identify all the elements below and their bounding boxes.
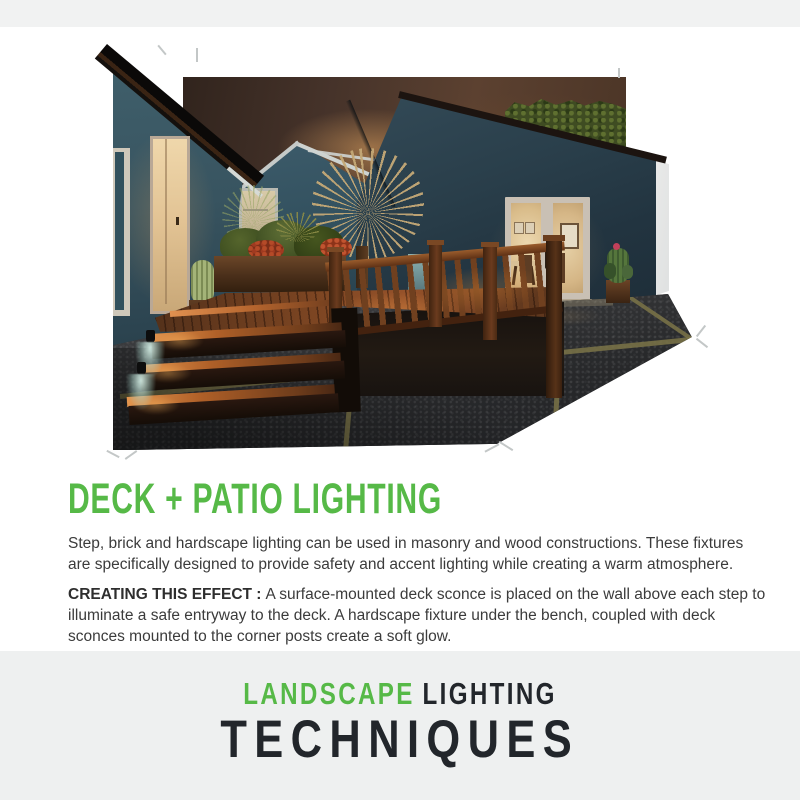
section-title-text: DECK + PATIO LIGHTING [68, 475, 442, 523]
crop-mark [125, 450, 138, 460]
footer-band [0, 651, 800, 800]
crop-mark [484, 443, 499, 452]
crop-mark [696, 338, 708, 348]
framed-picture [525, 222, 535, 234]
post-cap [543, 235, 565, 241]
top-gray-band [0, 0, 800, 27]
lit-side-door [150, 136, 190, 314]
paragraph-intro: Step, brick and hardscape lighting can be used in masonry and wood constructions. These fixtures are specifically designed to provide safety and accent lighting while creating a warm atmosphere. [68, 535, 744, 573]
brand-line-1 [0, 678, 800, 709]
brand-word-techniques: TECHNIQUES [220, 710, 580, 769]
paragraph-effect-text: A surface-mounted deck sconce is placed on the wall above each step to illuminate a safe entryway to the deck. A hardscape fixture under the bench, coupled with deck sconces mounted to the corner posts create a soft glow. [68, 586, 766, 645]
paver-joint [624, 292, 696, 342]
brand-word-lighting: LIGHTING [422, 676, 557, 711]
railing-corner-post [483, 245, 497, 340]
barrel-cactus [191, 260, 214, 304]
paragraph-effect [68, 584, 768, 647]
cactus-planter [606, 280, 630, 303]
brand-words [243, 678, 557, 709]
post-cap [427, 240, 444, 245]
cactus-flower [613, 243, 620, 250]
paragraph-effect-label: CREATING THIS EFFECT : [68, 586, 262, 603]
sconce-glow [126, 374, 156, 410]
section-title [68, 475, 774, 523]
brand-word-landscape: LANDSCAPE [243, 676, 415, 711]
post-cap [327, 247, 344, 252]
crop-mark [618, 68, 620, 78]
brand-line-2 [0, 710, 800, 769]
crop-mark [499, 441, 514, 451]
crop-mark [106, 450, 119, 458]
hero-image [0, 27, 800, 467]
edge-window-glass [115, 152, 124, 310]
crop-mark [196, 48, 198, 62]
article-block [68, 475, 774, 647]
crop-mark [157, 45, 166, 55]
crop-mark [696, 325, 706, 337]
ornamental-grass [276, 212, 320, 242]
railing-post [429, 243, 442, 327]
railing-corner-post [546, 238, 562, 398]
cactus-lobe [622, 265, 633, 279]
cactus-lobe [604, 263, 616, 279]
door-knob [176, 217, 179, 225]
framed-picture [514, 222, 524, 234]
post-cap [481, 242, 499, 247]
door-stile [165, 139, 167, 304]
